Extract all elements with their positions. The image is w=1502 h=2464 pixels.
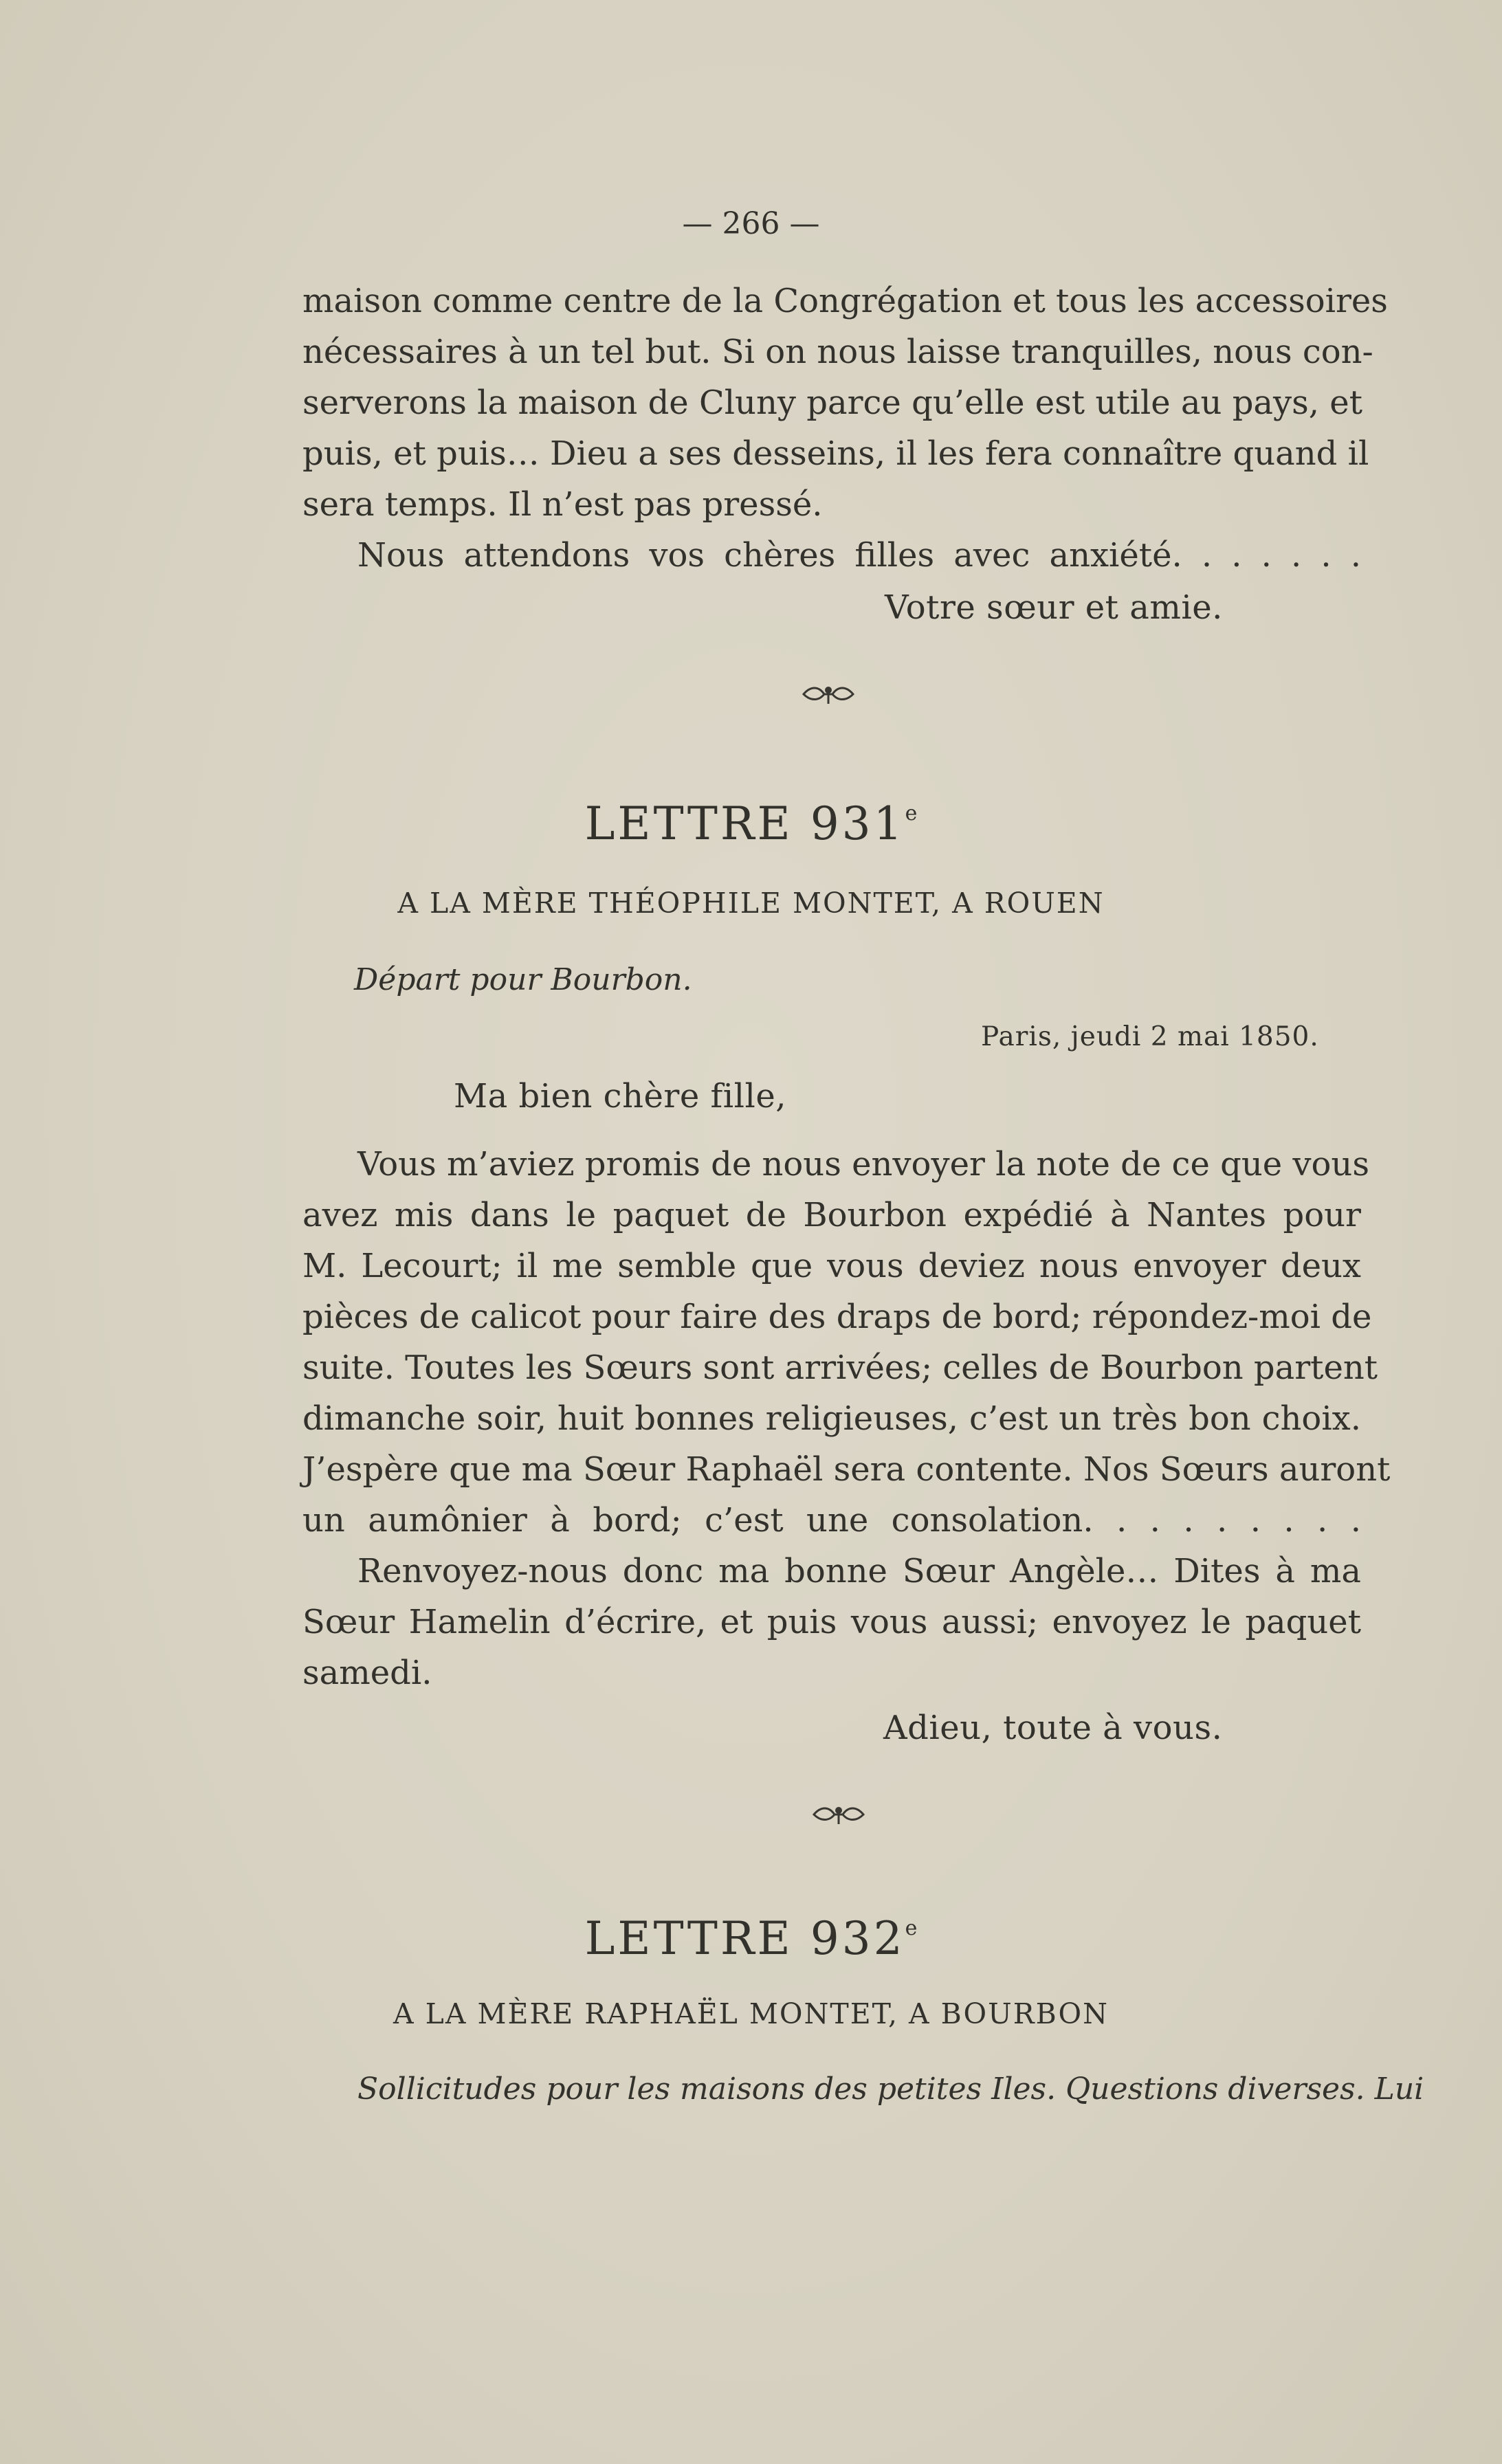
text-line: samedi. — [302, 1654, 432, 1692]
text-line: M. Lecourt; il me semble que vous deviez nous envoyer deux — [302, 1247, 1361, 1285]
text-line: sera temps. Il n’est pas pressé. — [302, 485, 823, 524]
letter-932-title — [0, 1912, 1502, 1965]
letter-931-recipient: A LA MÈRE THÉOPHILE MONTET, A ROUEN — [397, 887, 1105, 920]
text-line: nécessaires à un tel but. Si on nous laisse tranquilles, nous con- — [302, 333, 1373, 371]
text-line: maison comme centre de la Congrégation et tous les accessoires — [302, 282, 1388, 320]
letter-932-title-text: LETTRE 932 — [584, 1912, 905, 1965]
fleuron-ornament-icon — [811, 1801, 866, 1828]
text-line: un aumônier à bord; c’est une consolation. . . . . . . . . — [302, 1501, 1361, 1540]
letter-931-summary: Départ pour Bourbon. — [354, 962, 692, 997]
letter-931-title-text: LETTRE 931 — [584, 797, 905, 850]
letter-931-title-suffix: e — [905, 801, 918, 825]
text-line: pièces de calicot pour faire des draps de bord; répondez-moi de — [302, 1298, 1372, 1336]
letter-932-title-suffix: e — [905, 1916, 918, 1940]
text-line: avez mis dans le paquet de Bourbon expédié à Nantes pour — [302, 1196, 1361, 1234]
text-line: puis, et puis… Dieu a ses desseins, il les fera connaître quand il — [302, 434, 1369, 473]
closing-signature: Votre sœur et amie. — [885, 588, 1223, 627]
text-line: dimanche soir, huit bonnes religieuses, c’est un très bon choix. — [302, 1399, 1361, 1438]
letter-931-dateline: Paris, jeudi 2 mai 1850. — [981, 1021, 1319, 1052]
text-line: Renvoyez-nous donc ma bonne Sœur Angèle… Dites à ma — [357, 1552, 1361, 1590]
fleuron-ornament-icon — [801, 680, 856, 708]
text-line: J’espère que ma Sœur Raphaël sera contente. Nos Sœurs auront — [302, 1450, 1391, 1489]
letter-932-summary: Sollicitudes pour les maisons des petites Iles. Questions diverses. Lui — [357, 2072, 1424, 2107]
letter-931-title — [0, 797, 1502, 850]
text-line: Sœur Hamelin d’écrire, et puis vous aussi; envoyez le paquet — [302, 1603, 1361, 1641]
letter-931-salutation: Ma bien chère fille, — [454, 1077, 786, 1116]
text-line: Nous attendons vos chères filles avec anxiété. . . . . . . — [357, 536, 1361, 575]
letter-932-recipient: A LA MÈRE RAPHAËL MONTET, A BOURBON — [393, 1997, 1109, 2030]
text-line: serverons la maison de Cluny parce qu’elle est utile au pays, et — [302, 384, 1362, 422]
letter-931-closing: Adieu, toute à vous. — [883, 1709, 1223, 1747]
text-line: Vous m’aviez promis de nous envoyer la note de ce que vous — [357, 1145, 1369, 1184]
text-line: suite. Toutes les Sœurs sont arrivées; celles de Bourbon partent — [302, 1348, 1378, 1387]
page-number: — 266 — — [682, 206, 820, 241]
